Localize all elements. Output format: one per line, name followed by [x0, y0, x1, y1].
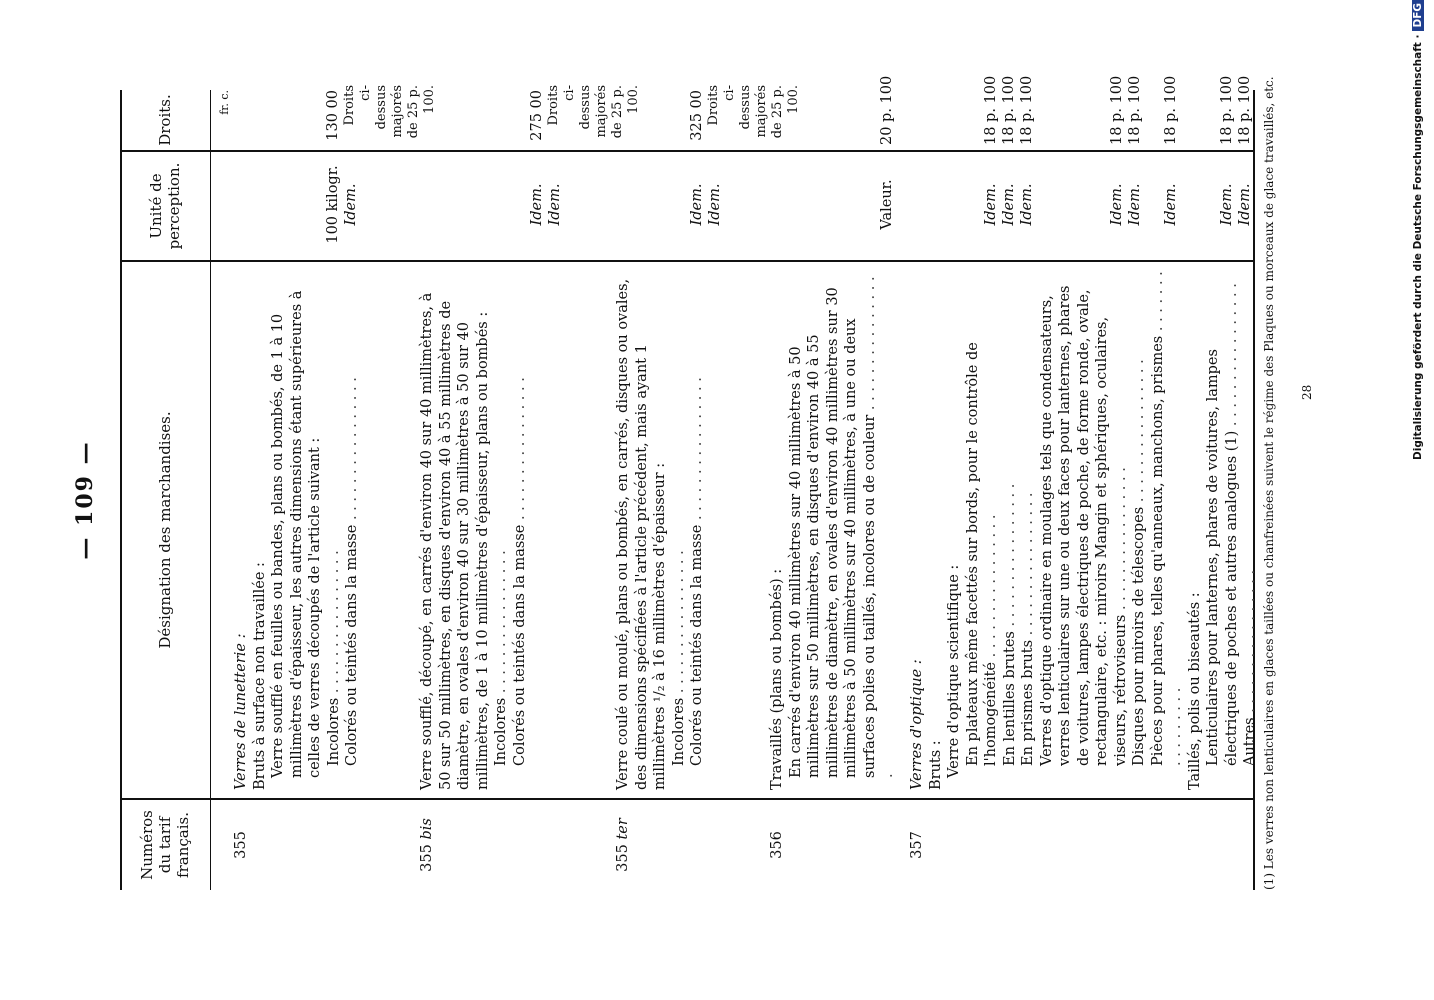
- unit-value: Idem.: [689, 183, 705, 226]
- unit-value: Idem.: [707, 183, 723, 226]
- item-label: Autres . . .: [1241, 270, 1260, 790]
- stamp-text: Digitalisierung gefördert durch die Deutsche Forschungsgemeinschaft ·: [1412, 34, 1424, 460]
- item-label: Incolores . . .: [325, 270, 344, 790]
- entry-description: [418, 270, 529, 790]
- item-label: Incolores . . .: [492, 270, 511, 790]
- page-reference: 28: [1300, 384, 1314, 400]
- dfg-logo: DFG: [1412, 0, 1424, 31]
- unit-value: Idem.: [1237, 183, 1253, 226]
- duty-value: 18 p. 100: [1163, 75, 1179, 145]
- table-header-rule: [210, 90, 211, 890]
- column-divider: [120, 150, 1255, 152]
- entry-description: [768, 270, 898, 790]
- header-designation: Désignation des marchandises.: [156, 411, 174, 649]
- footnote: (1) Les verres non lenticulaires en glaces taillées ou chanfreinées suivent le régime des Plaques ou morceaux de glace travaillés, etc.: [1262, 76, 1276, 890]
- duty-value: 18 p. 100: [1109, 75, 1125, 145]
- item-text: Verre coulé ou moulé, plans ou bombés, en carrés, disques ou ovales, des dimensions spécifiées à l'article précédent, mais ayant 1 millimètres ¹/₂ à 16 millimètres d'épaisseur :: [615, 278, 668, 790]
- unit-value: Idem.: [983, 183, 999, 226]
- tariff-table: [120, 75, 1258, 890]
- duty-value: 18 p. 100: [1019, 75, 1035, 145]
- duty-value: 18 p. 100: [1001, 75, 1017, 145]
- entry-description: [232, 270, 362, 790]
- unit-value: Idem.: [1001, 183, 1017, 226]
- column-divider: [120, 260, 1255, 262]
- subheading: Travaillés (plans ou bombés) :: [769, 568, 785, 790]
- item-label: Pièces pour phares, telles qu'anneaux, manchons, prismes . . .: [1149, 270, 1186, 790]
- entry-description: [614, 270, 707, 790]
- duty-value: 325 00: [689, 90, 705, 141]
- digitization-stamp: [1412, 0, 1424, 960]
- tariff-number-base: 355: [615, 844, 631, 872]
- entry-description: [908, 270, 1260, 790]
- header-numeros: Numéros du tarif français.: [138, 810, 192, 880]
- unit-value: Idem.: [529, 183, 545, 226]
- tariff-number: [614, 800, 633, 890]
- item-label: Lenticulaires pour lanternes, phares de voitures, lampes électriques de poches et autres analogues (1) . . .: [1204, 270, 1241, 790]
- tariff-number: 356: [769, 831, 785, 859]
- tariff-number-suffix: ter: [615, 818, 631, 840]
- item-label: En plateaux même facettés sur bords, pour le contrôle de l'homogénéité . . .: [964, 270, 1001, 790]
- unit-value: 100 kilogr.: [325, 165, 341, 244]
- duty-value: Droits ci-dessus majorés de 25 p. 100.: [342, 85, 437, 139]
- unit-value: Valeur.: [879, 179, 895, 230]
- item-label: Verres d'optique ordinaire en moulages tels que condensateurs, verres lenticulaires sur une ou deux faces pour lanternes, phares de voitures, lampes électriques de poche, de forme ronde, ovale, rectangulaire, etc. : miroirs Mangin et sphériques, oculaires, viseurs, rétroviseurs . . .: [1038, 270, 1131, 790]
- duty-value: Droits ci-dessus majorés de 25 p. 100.: [546, 85, 641, 139]
- unit-value: Idem.: [1219, 183, 1235, 226]
- page-number: — 109 —: [72, 440, 98, 560]
- duty-value: 18 p. 100: [1127, 75, 1143, 145]
- column-divider: [120, 798, 1255, 800]
- item-text: Verre soufflé, découpé, en carrés d'environ 40 sur 40 millimètres, à 50 sur 50 millimètres, en disques d'environ 40 à 55 millimètres de diamètre, en ovales d'environ 40 sur 30 millimètres à 50 sur 40 millimètres, de 1 à 10 millimètres d'épaisseur, plans ou bombés :: [419, 292, 491, 790]
- tariff-number: 357: [909, 831, 925, 859]
- item-label: Colorés ou teintés dans la masse . . .: [511, 270, 530, 790]
- duty-value: 20 p. 100: [879, 75, 895, 145]
- subheading: Bruts :: [927, 740, 944, 790]
- unit-value: Idem.: [1109, 183, 1125, 226]
- subheading: Taillés, polis ou biseautés :: [1186, 592, 1203, 790]
- item-label: En prismes bruts . . .: [1019, 270, 1038, 790]
- unit-value: Idem.: [547, 183, 563, 226]
- item-label: Colorés ou teintés dans la masse . . .: [688, 270, 707, 790]
- item-label: Colorés ou teintés dans la masse . . .: [343, 270, 362, 790]
- section-heading: Verres de lunetterie :: [233, 633, 249, 790]
- unit-value: Idem.: [1163, 183, 1179, 226]
- duty-value: 18 p. 100: [1237, 75, 1253, 145]
- unit-value: Idem.: [1127, 183, 1143, 226]
- duty-value: 18 p. 100: [983, 75, 999, 145]
- tariff-number-base: 355: [419, 844, 435, 872]
- header-droits: Droits.: [156, 94, 174, 146]
- tariff-number-suffix: bis: [419, 818, 435, 840]
- item-label: Disques pour miroirs de télescopes . . .: [1130, 270, 1149, 790]
- unit-value: Idem.: [343, 183, 359, 226]
- subheading: Bruts à surface non travaillée :: [251, 562, 268, 790]
- item-label: En lentilles brutes . . .: [1001, 270, 1020, 790]
- item-text: Verre soufflé en feuilles ou bandes, plans ou bombés, de 1 à 10 millimètres d'épaisseur, les autres dimensions étant supérieures à celles de verres découpés de l'article suivant :: [270, 290, 323, 778]
- item-label: Incolores . . .: [670, 270, 689, 790]
- currency-units: fr. c.: [218, 90, 231, 115]
- header-unite: Unité de perception.: [147, 162, 183, 250]
- duty-value: 275 00: [529, 90, 545, 141]
- duty-value: 130 00: [325, 90, 341, 141]
- item-text: En carrés d'environ 40 millimètres sur 40 millimètres à 50 millimètres sur 50 millimètres, en disques d'environ 40 à 55 millimètres de diamètre, en ovales d'environ 40 millimètres sur 30 millimètres à 50 millimètres sur 40 millimètres, à une ou deux surfaces polies ou taillés, incolores ou de couleur . . .: [787, 270, 898, 790]
- tariff-number: [418, 800, 437, 890]
- unit-value: Idem.: [1019, 183, 1035, 226]
- section-heading: Verres d'optique :: [909, 659, 925, 790]
- duty-value: Droits ci-dessus majorés de 25 p. 100.: [706, 85, 801, 139]
- tariff-number: 355: [233, 831, 249, 859]
- subheading: Verre d'optique scientifique :: [946, 564, 962, 778]
- duty-value: 18 p. 100: [1219, 75, 1235, 145]
